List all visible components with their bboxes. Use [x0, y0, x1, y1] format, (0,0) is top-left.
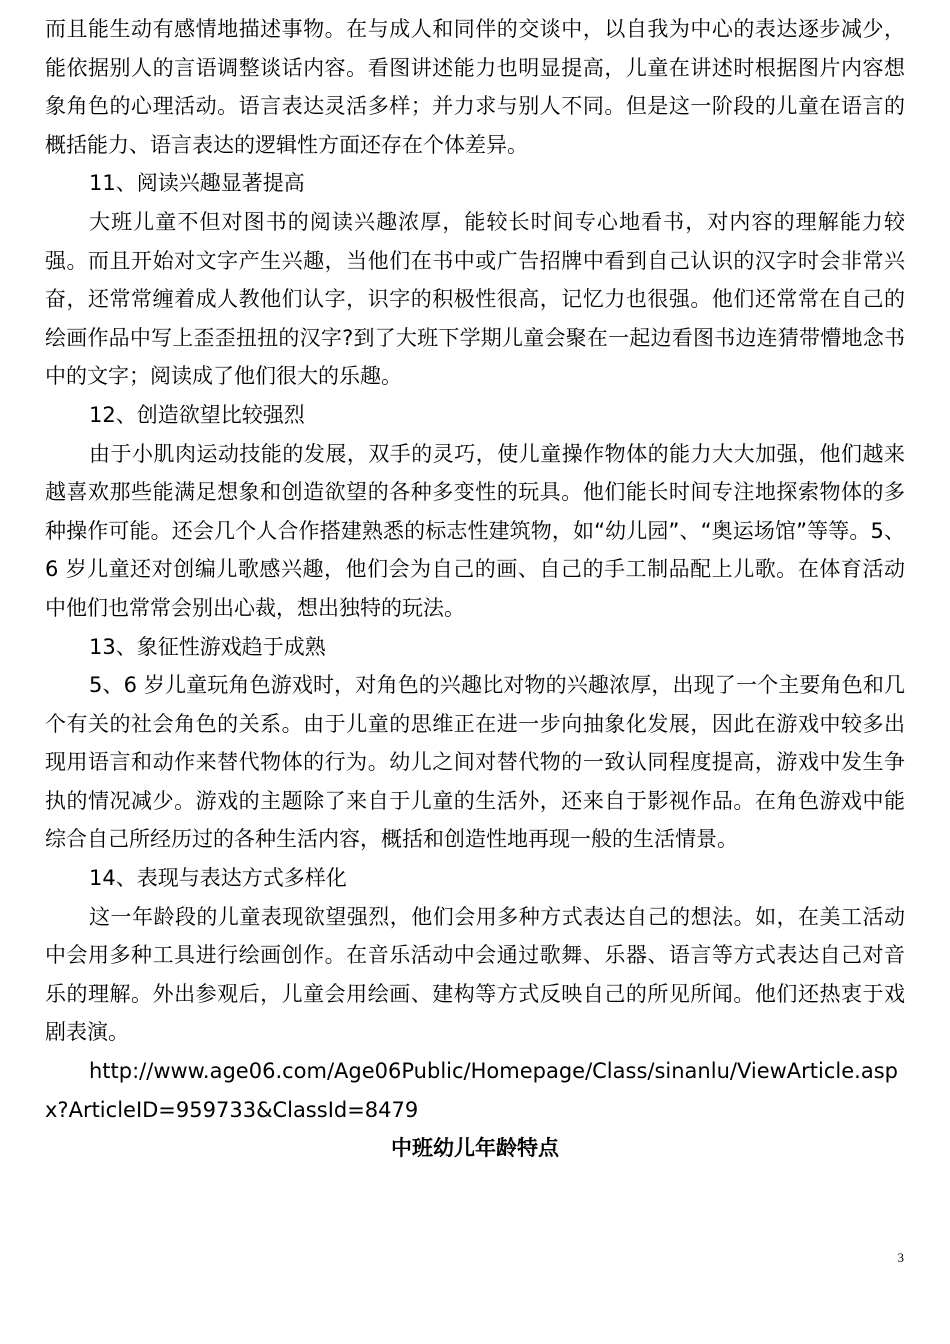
paragraph-reading: 大班儿童不但对图书的阅读兴趣浓厚，能较长时间专心地看书，对内容的理解能力较强。而且开始对文字产生兴趣，当他们在书中或广告招牌中看到自己认识的汉字时会非常兴奋，还常常缠着成人教他们认字，识字的积极性很高，记忆力也很强。他们还常常在自己的绘画作品中写上歪歪扭扭的汉字?到了大班下学期儿童会聚在一起边看图书边连猜带懵地念书中的文字；阅读成了他们很大的乐趣。: [45, 209, 905, 389]
source-url: http://www.age06.com/Age06Public/Homepage/Class/sinanlu/ViewArticle.aspx?ArticleID=959733&ClassId=8479: [45, 1059, 898, 1122]
paragraph-symbolic-play: 5、6 岁儿童玩角色游戏时，对角色的兴趣比对物的兴趣浓厚，出现了一个主要角色和几个有关的社会角色的关系。由于儿童的思维正在进一步向抽象化发展，因此在游戏中较多出现用语言和动作来替代物体的行为。幼儿之间对替代物的一致认同程度提高，游戏中发生争执的情况减少。游戏的主题除了来自于儿童的生活外，还来自于影视作品。在角色游戏中能综合自己所经历过的各种生活内容，概括和创造性地再现一般的生活情景。: [45, 673, 905, 852]
document-body: [45, 10, 905, 1168]
paragraph-creativity: 由于小肌肉运动技能的发展，双手的灵巧，使儿童操作物体的能力大大加强，他们越来越喜欢那些能满足想象和创造欲望的各种多变性的玩具。他们能长时间专注地探索物体的多种操作可能。还会几个人合作搭建熟悉的标志性建筑物，如“幼儿园”、“奥运场馆”等等。5、6 岁儿童还对创编儿歌感兴趣，他们会为自己的画、自己的手工制品配上儿歌。在体育活动中他们也常常会别出心裁，想出独特的玩法。: [45, 441, 905, 620]
section-title: 中班幼儿年龄特点: [391, 1136, 559, 1161]
heading-13: 13、象征性游戏趋于成熟: [89, 634, 326, 659]
paragraph-expression: 这一年龄段的儿童表现欲望强烈，他们会用多种方式表达自己的想法。如，在美工活动中会用多种工具进行绘画创作。在音乐活动中会通过歌舞、乐器、语言等方式表达自己对音乐的理解。外出参观后，儿童会用绘画、建构等方式反映自己的所见所闻。他们还热衷于戏剧表演。: [45, 904, 905, 1045]
paragraph-language: 而且能生动有感情地描述事物。在与成人和同伴的交谈中，以自我为中心的表达逐步减少，能依据别人的言语调整谈话内容。看图讲述能力也明显提高，儿童在讲述时根据图片内容想象角色的心理活动。语言表达灵活多样；并力求与别人不同。但是这一阶段的儿童在语言的概括能力、语言表达的逻辑性方面还存在个体差异。: [45, 17, 905, 157]
page-number: 3: [897, 1250, 904, 1265]
heading-14: 14、表现与表达方式多样化: [89, 866, 347, 891]
heading-12: 12、创造欲望比较强烈: [89, 402, 305, 427]
heading-11: 11、阅读兴趣显著提高: [89, 171, 305, 196]
